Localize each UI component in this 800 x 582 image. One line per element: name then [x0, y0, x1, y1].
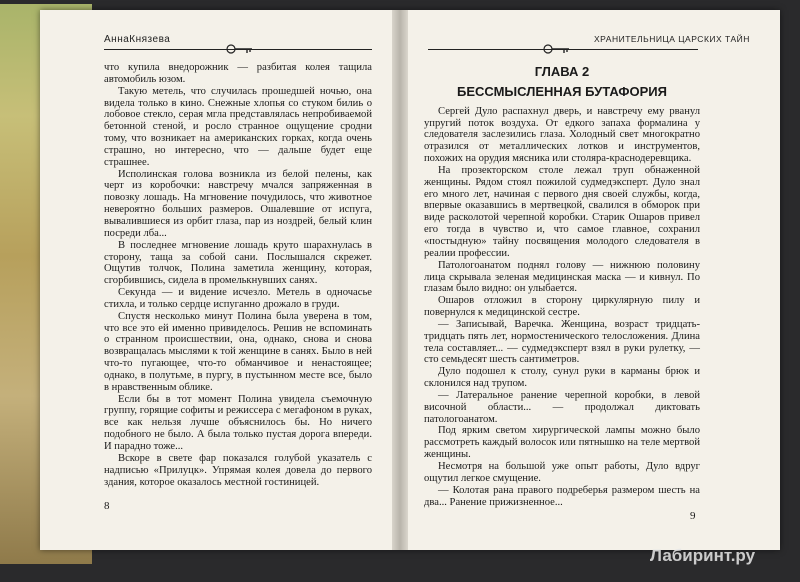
paragraph: Исполинская голова возникла из белой пелены, как черт из коробочки: навстречу мчался запряженная в повозку лошадь. На мгновение почудилось, что животное невероятно больших размеров. Ошалевшие от испуга, вывалившиеся из орбит глаза, пар из ноздрей, белый клин посреди лба... [104, 168, 372, 239]
key-ornament-icon [543, 42, 571, 56]
key-ornament-icon [226, 42, 254, 56]
paragraph: На прозекторском столе лежал труп обнаженной женщины. Рядом стоял пожилой судмедэксперт. Дуло знал его много лет, начиная с первого дня своей службы, когда, впервые оказавшись в мертвецкой, свалился в обморок при виде расколотой черепной коробки. Старик Ошаров привел его тогда в чувство и, что самое главное, сохранил «постыдную» тайну посвящения молодого следователя в реалии профессии. [424, 164, 700, 259]
paragraph: Патологоанатом поднял голову — нижнюю половину лица скрывала зеленая медицинская маска — и кивнул. По глазам было видно: он улыбается. [424, 259, 700, 295]
paragraph: что купила внедорожник — разбитая колея тащила автомобиль юзом. [104, 62, 372, 85]
chapter-title: БЕССМЫСЛЕННАЯ БУТАФОРИЯ [456, 83, 667, 99]
watermark: Лабиринт.ру [650, 546, 756, 565]
left-page-text [104, 62, 372, 488]
paragraph: Ошаров отложил в сторону циркулярную пилу и повернулся к медицинской сестре. [424, 295, 700, 319]
paragraph: — Колотая рана правого подреберья размером шесть на два... Ранение прижизненное... [424, 484, 700, 508]
left-running-head: АннаКнязева [104, 34, 171, 45]
right-page-text [424, 66, 700, 508]
paragraph: — Записывай, Варечка. Женщина, возраст тридцать-тридцать пять лет, нормостенического телосложения. Длина тела составляет... — судмедэксперт взял в руки рулетку, — сто семьдесят шесть сантиметров. [424, 318, 700, 366]
right-page-number: 9 [690, 510, 696, 522]
paragraph: Если бы в тот момент Полина увидела съемочную группу, горящие софиты и режиссера с мегафоном в руках, все как нельзя лучше объяснилось бы. Но ничего подобного не было. А была только пустая дорога впереди. И парадно тоже... [104, 393, 372, 452]
paragraph: Несмотря на большой уже опыт работы, Дуло вдруг ощутил легкое смущение. [424, 461, 700, 484]
paragraph: Под ярким светом хирургической лампы можно было рассмотреть каждый волосок или пятнышко на теле мертвой женщины. [424, 425, 700, 461]
paragraph: Секунда — и видение исчезло. Метель в одночасье стихла, и только сердце испуганно дрожало в груди. [104, 287, 372, 310]
paragraph: Сергей Дуло распахнул дверь, и навстречу ему рванул упругий поток воздуха. От едкого запаха формалина у следователя заслезились глаза. Холодный свет многократно отразился от металлических лотков и инструментов, похожих на орудия мясника или столяра-краснодеревщика. [424, 105, 700, 165]
paragraph: Спустя несколько минут Полина была уверена в том, что все это ей именно привиделось. Решив не вспоминать о странном происшествии, она, однако, снова и снова возвращалась мыслями к той женщине в санях. Было в ней что-то пугающее, что-то обманчивое и ненастоящее; однако, в полутьме, в пургу, в пустынном месте все, было в нравственным облике. [104, 310, 372, 393]
paragraph: Дуло подошел к столу, сунул руки в карманы брюк и склонился над трупом. [424, 366, 700, 390]
left-page-number: 8 [104, 500, 110, 512]
paragraph: Такую метель, что случилась прошедшей ночью, она видела только в кино. Снежные хлопья со стуком билиь о лобовое стекло, серая мгла представлялась непробиваемой бетонной стеной, и росло странное ощущение сродни тому, что возникает на американских горках, когда очень страшно, но интересно, что — дальше будет еще страшнее. [104, 85, 372, 168]
right-running-head: ХРАНИТЕЛЬНИЦА ЦАРСКИХ ТАЙН [594, 34, 750, 44]
paragraph: В последнее мгновение лошадь круто шарахнулась в сторону, таща за собой сани. Послышался скрежет. Ощутив толчок, Полина заметила женщину, которая, сгорбившись, сидела в промелькнувших санях. [104, 239, 372, 287]
chapter-number: ГЛАВА 2 [534, 64, 590, 79]
paragraph: — Латеральное ранение черепной коробки, в левой височной области... — продолжал диктовать патологоанатом. [424, 389, 700, 425]
book-gutter [392, 10, 408, 550]
paragraph: Вскоре в свете фар показался голубой указатель с надписью «Прилуцк». Упрямая колея довела до первого здания, которое оказалось местной гостиницей. [104, 452, 372, 488]
